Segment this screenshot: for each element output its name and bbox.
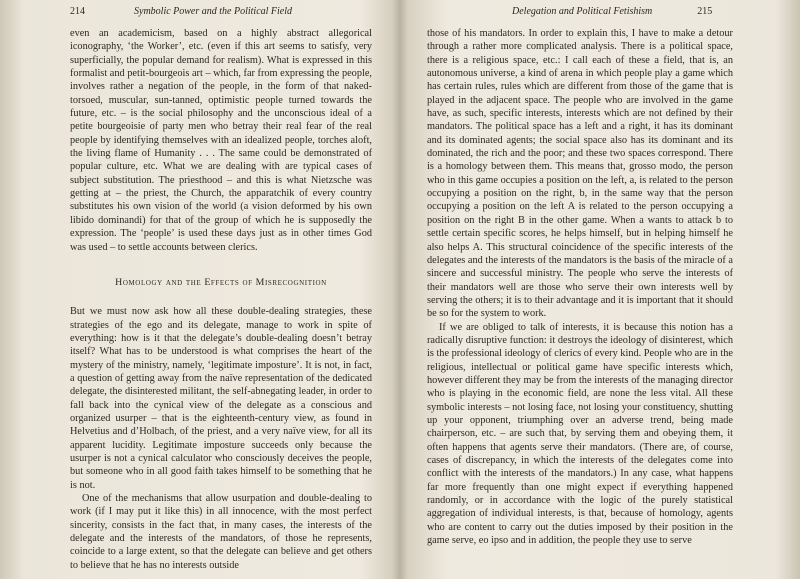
left-paragraph-2: But we must now ask how all these double-dealing strategies, these strategies of the ego and its delegate, manage to work in spite of everything: how is it that the delegate’s double-dealing doesn’t betray itself? What has to be understood is what comprises the heart of the mystery of the ministry, namely, ‘legitimate imposture’. It is not, in fact, a question of getting away from the naïve representation of the dedicated delegate, the disinterested militant, the self-abnegating leader, in order to fall back into the cynical view of the delegate as a conscious and organized usurper – that is the eighteenth-century view, as found in Helvetius and d’Holbach, of the priest, and a very naïve view, for all its apparent lucidity. Legitimate imposture succeeds only because the usurper is not a cynical calculator who consciously deceives the people, but someone who in all good faith takes himself to be something that he is not. — [70, 306, 372, 491]
left-paragraph-3: One of the mechanisms that allow usurpation and double-dealing to work (if I may put it like this) in all innocence, with the most perfect sincerity, consists in the fact that, in many cases, the interests of the delegate and the interests of the mandators, of those he represents, coincide to a large extent, so that the delegate can believe and get others to believe that he has no interests outside — [70, 493, 372, 571]
section-heading: Homology and the Effects of Misrecognition — [115, 276, 327, 288]
left-body-text — [70, 27, 372, 572]
left-paragraph-1: even an academicism, based on a highly abstract allegorical iconography, ‘the Worker’, etc. (even if this art seems to satisfy, very superficially, the popular demand for realism). What is expressed in this formalist and petit-bourgeois art – which, far from expressing the people, involves rather a negation of the people, in the form of that naked-torsoed, muscular, sun-tanned, optimistic people turned towards the future, etc. – is the social philosophy and the unconscious ideal of a petite bourgeoisie of party men who betray their real fear of the real people by identifying themselves with an idealized people, torches aloft, the living flame of Humanity . . . The same could be demonstrated of popular culture, etc. What we are dealing with are typical cases of subject substitution. The priesthood – and this is what Nietzsche was getting at – the priest, the Church, the apparatchik of every country substitutes his own vision of the world (a vision deformed by his own libido dominandi) for that of the group of which he is supposedly the expression. The ‘people’ is used these days just as in other times God was used – to settle accounts between clerics. — [70, 28, 372, 253]
right-paragraph-1: those of his mandators. In order to explain this, I have to make a detour through a rather more complicated analysis. There is a political space, there is a religious space, etc.: I call each of these a field, that is, an autonomous universe, a kind of arena in which people play a game which has certain rules, rules which are different from those of the game that is played in the adjacent space. The people who are involved in the game have, as such, specific interests, interests which are not defined by their mandators. The political space has a left and a right, it has its dominant and its dominated agents; the social space also has its dominant and its dominated, the rich and the poor; and these two spaces correspond. There is a homology between them. This means that, grosso modo, the person who in this game occupies a position on the left, a, is related to the person occupying a position on the right, b, in the same way that the person occupying a position on the left A is related to the person occupying a position on the right B in the other game. When a wants to attack b to settle certain specific scores, he helps himself, but in helping himself he also helps A. This structural coincidence of the specific interests of the delegates and the interests of the mandators is the basis of the miracle of a sincere and successful ministry. The people who serve the interests of their mandators well are those who serve their own interests well by serving the others; it is to their advantage and it is important that it should be so for the system to work. — [427, 28, 733, 320]
left-running-head-row — [70, 6, 292, 17]
left-page-number: 214 — [70, 6, 85, 17]
right-paragraph-2: If we are obliged to talk of interests, it is because this notion has a radically disruptive function: it destroys the ideology of disinterest, which is the professional ideology of clerics of every kind. People who are in the religious, intellectual or political game have specific interests which, however different they may be from the interests of the managing director who is playing in the economic field, are none the less vital. All these symbolic interests – not losing face, not losing your constituency, shutting up your opponent, triumphing over an adverse trend, being made chairperson, etc. – are such that, by serving them and obeying them, it often happens that agents serve their mandators. (There are, of course, cases of discrepancy, in which the interests of the delegates come into conflict with the interests of the mandators.) In any case, what happens far more frequently than one might expect if everything happened randomly, or in accordance with the logic of the purely statistical aggregation of individual interests, is that, because of homology, agents who are content to carry out the duties imposed by their position in the game serve, eo ipso and in addition, the people they use to serve — [427, 321, 733, 547]
right-running-head: Delegation and Political Fetishism — [512, 6, 653, 17]
right-running-head-row — [512, 6, 712, 17]
right-page-number: 215 — [697, 6, 713, 17]
left-running-head: Symbolic Power and the Political Field — [134, 6, 293, 17]
right-body-text — [427, 27, 733, 547]
right-page — [400, 0, 800, 579]
